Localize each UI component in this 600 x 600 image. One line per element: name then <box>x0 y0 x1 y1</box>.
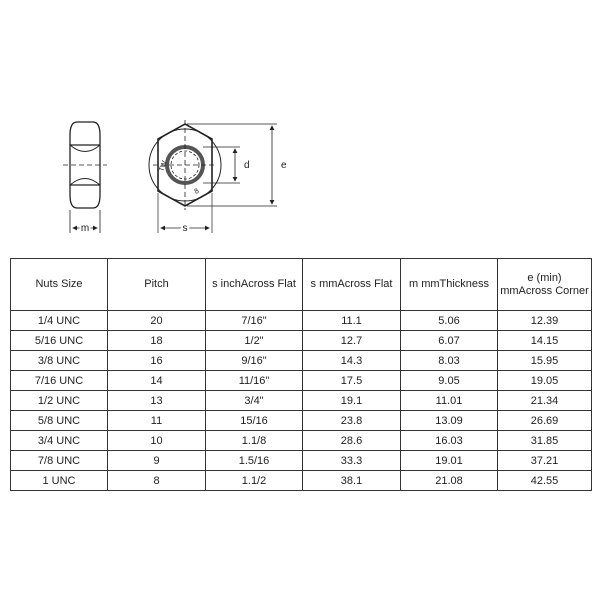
cell-s-inch: 7/16" <box>206 311 303 331</box>
cell-nuts-size: 3/8 UNC <box>11 351 108 371</box>
table-row <box>11 331 592 351</box>
cell-pitch: 13 <box>108 391 206 411</box>
hex-nut-drawing <box>55 100 315 250</box>
cell-m-mm: 19.01 <box>401 451 498 471</box>
cell-e-min: 14.15 <box>498 331 592 351</box>
cell-s-inch: 1/2" <box>206 331 303 351</box>
table-row <box>11 471 592 491</box>
cell-m-mm: 13.09 <box>401 411 498 431</box>
cell-m-mm: 9.05 <box>401 371 498 391</box>
header-m-mm: m mmThickness <box>401 259 498 311</box>
cell-s-mm: 38.1 <box>303 471 401 491</box>
cell-e-min: 42.55 <box>498 471 592 491</box>
cell-e-min: 12.39 <box>498 311 592 331</box>
cell-pitch: 20 <box>108 311 206 331</box>
cell-s-mm: 14.3 <box>303 351 401 371</box>
cell-m-mm: 8.03 <box>401 351 498 371</box>
cell-s-mm: 17.5 <box>303 371 401 391</box>
table-row <box>11 351 592 371</box>
hex-nut-diagram <box>55 100 315 250</box>
cell-nuts-size: 5/16 UNC <box>11 331 108 351</box>
nut-top-view <box>149 120 277 233</box>
table-header-row <box>11 259 592 311</box>
cell-nuts-size: 3/4 UNC <box>11 431 108 451</box>
cell-nuts-size: 1 UNC <box>11 471 108 491</box>
cell-s-inch: 1.1/8 <box>206 431 303 451</box>
dimension-m-label: m <box>80 223 90 234</box>
table-row <box>11 391 592 411</box>
cell-e-min: 37.21 <box>498 451 592 471</box>
cell-nuts-size: 1/4 UNC <box>11 311 108 331</box>
cell-pitch: 18 <box>108 331 206 351</box>
header-s-mm: s mmAcross Flat <box>303 259 401 311</box>
cell-s-inch: 1.5/16 <box>206 451 303 471</box>
cell-s-inch: 3/4" <box>206 391 303 411</box>
cell-e-min: 21.34 <box>498 391 592 411</box>
cell-m-mm: 5.06 <box>401 311 498 331</box>
header-e-min: e (min) mmAcross Corner <box>498 259 592 311</box>
cell-m-mm: 11.01 <box>401 391 498 411</box>
table-row <box>11 431 592 451</box>
cell-e-min: 26.69 <box>498 411 592 431</box>
cell-e-min: 19.05 <box>498 371 592 391</box>
cell-nuts-size: 5/8 UNC <box>11 411 108 431</box>
cell-nuts-size: 1/2 UNC <box>11 391 108 411</box>
table-row <box>11 311 592 331</box>
cell-m-mm: 21.08 <box>401 471 498 491</box>
cell-s-mm: 11.1 <box>303 311 401 331</box>
cell-s-mm: 33.3 <box>303 451 401 471</box>
dimension-s-label: s <box>182 223 188 234</box>
table-row <box>11 451 592 471</box>
table-row <box>11 371 592 391</box>
dimension-d-label: d <box>244 160 250 171</box>
cell-s-inch: 15/16 <box>206 411 303 431</box>
cell-pitch: 14 <box>108 371 206 391</box>
cell-pitch: 8 <box>108 471 206 491</box>
cell-m-mm: 16.03 <box>401 431 498 451</box>
dimension-e-label: e <box>281 160 287 171</box>
header-nuts-size: Nuts Size <box>11 259 108 311</box>
cell-e-min: 15.95 <box>498 351 592 371</box>
cell-m-mm: 6.07 <box>401 331 498 351</box>
cell-pitch: 16 <box>108 351 206 371</box>
cell-s-inch: 9/16" <box>206 351 303 371</box>
cell-pitch: 9 <box>108 451 206 471</box>
table-row <box>11 411 592 431</box>
nut-grade-marking: 8 <box>193 187 201 196</box>
cell-s-mm: 23.8 <box>303 411 401 431</box>
cell-pitch: 10 <box>108 431 206 451</box>
cell-s-inch: 1.1/2 <box>206 471 303 491</box>
cell-s-mm: 28.6 <box>303 431 401 451</box>
cell-s-inch: 11/16" <box>206 371 303 391</box>
nut-marking-text: TW <box>158 160 169 173</box>
cell-s-mm: 12.7 <box>303 331 401 351</box>
cell-nuts-size: 7/16 UNC <box>11 371 108 391</box>
cell-nuts-size: 7/8 UNC <box>11 451 108 471</box>
cell-pitch: 11 <box>108 411 206 431</box>
header-pitch: Pitch <box>108 259 206 311</box>
cell-e-min: 31.85 <box>498 431 592 451</box>
header-s-inch: s inchAcross Flat <box>206 259 303 311</box>
nut-spec-table <box>10 258 592 491</box>
nut-side-view <box>63 122 107 233</box>
cell-s-mm: 19.1 <box>303 391 401 411</box>
